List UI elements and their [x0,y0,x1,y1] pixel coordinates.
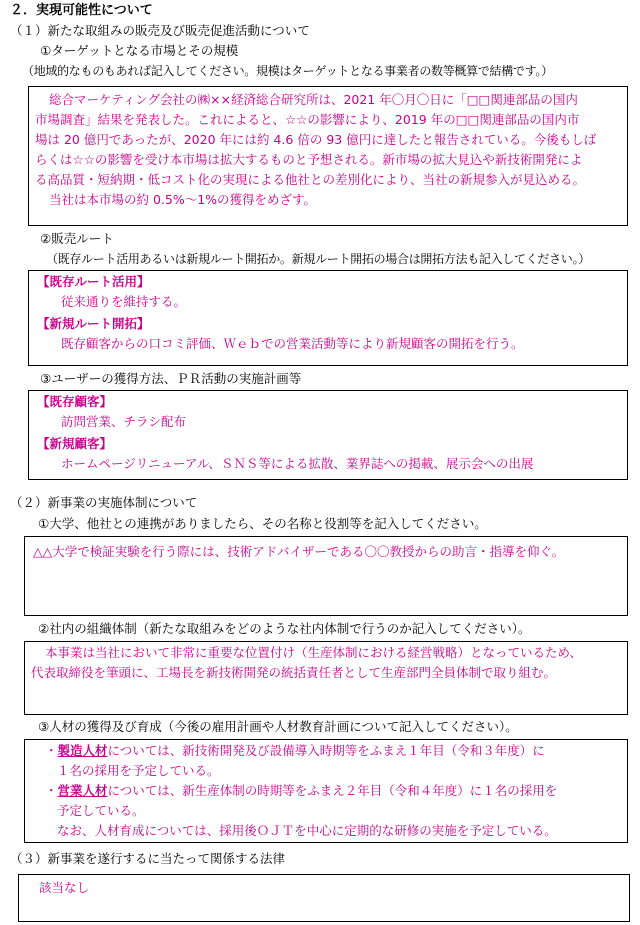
org-structure-textbox[interactable] [24,641,628,715]
item-2-2-title: ②社内の組織体制（新たな取組みをどのような社内体制で行うのか記入してください）。 [38,621,531,636]
hr-bullet-1-cont: １名の採用を予定している。 [57,763,220,778]
hr-bullet-2-cont: 予定している。 [57,803,145,818]
item-1-1-title: ①ターゲットとなる市場とその規模 [40,43,239,58]
existing-route-heading: 【既存ルート活用】 [37,274,150,289]
market-line: らくは☆☆の影響を受け本市場は拡大するものと予想される。新市場の拡大見込や新技術開発によ [35,152,583,167]
new-route-text: 既存顧客からの口コミ評価、Ｗｅｂでの営業活動等により新規顧客の開拓を行う。 [61,336,524,351]
hr-plan-textbox[interactable] [24,739,628,843]
subsection-2-title: （２）新事業の実施体制について [10,495,198,510]
new-customer-heading: 【新規顧客】 [37,436,113,451]
existing-customer-heading: 【既存顧客】 [37,394,113,409]
hr-training-note: なお、人材育成については、採用後ＯＪＴを中心に定期的な研修の実施を予定している。 [57,823,557,838]
item-1-3-title: ③ユーザーの獲得方法、ＰＲ活動の実施計画等 [40,371,302,386]
item-2-3-title: ③人材の獲得及び育成（今後の雇用計画や人材教育計画について記入してください）。 [38,719,518,734]
existing-customer-text: 訪問営業、チラシ配布 [61,414,187,429]
subsection-1-title: （１）新たな取組みの販売及び販売促進活動について [10,23,310,38]
market-line: 当社は本市場の約 0.5%～1%の獲得をめざす。 [49,192,317,207]
item-1-2-note: （既存ルート活用あるいは新規ルート開拓か。新規ルート開拓の場合は開拓方法も記入してください。） [46,252,590,266]
partnership-textbox[interactable] [24,536,628,616]
section-title: ２．実現可能性について [10,3,153,18]
item-2-1-title: ①大学、他社との連携がありましたら、その名称と役割等を記入してください。 [38,516,487,531]
sales-staff-term: 営業人材 [57,783,108,798]
bullet-text: については、新技術開発及び設備導入時期等をふまえ１年目（令和３年度）に [107,743,545,758]
new-customer-text: ホームページリニューアル、ＳＮＳ等による拡散、業界誌への掲載、展示会への出展 [61,456,534,471]
org-line: 本事業は当社において非常に重要な位置付け（生産体制における経営戦略）となっているため、 [45,645,583,660]
related-laws-text: 該当なし [39,880,90,895]
market-line: 総合マーケティング会社の㈱××経済総合研究所は、2021 年〇月〇日に「□□関連部品の国内 [49,92,578,107]
pr-plan-textbox[interactable] [28,390,628,480]
item-1-2-title: ②販売ルート [40,231,114,246]
org-line: 代表取締役を筆頭に、工場長を新技術開発の統括責任者として生産部門全員体制で取り組む。 [31,665,557,680]
hr-bullet-2 [45,782,557,800]
market-line: る高品質・短納期・低コスト化の実現による他社との差別化により、当社の新規参入が見込める。 [35,172,586,187]
sales-route-textbox[interactable] [28,270,628,366]
new-route-heading: 【新規ルート開拓】 [37,316,150,331]
existing-route-text: 従来通りを維持する。 [61,294,187,309]
manufacturing-staff-term: 製造人材 [57,743,108,758]
bullet-marker: ・ [45,783,58,798]
subsection-3-title: （３）新事業を遂行するに当たって関係する法律 [10,851,286,866]
partnership-text: △△大学で検証実験を行う際には、技術アドバイザーである〇〇教授からの助言・指導を仰ぐ。 [33,544,565,559]
bullet-text: については、新生産体制の時期等をふまえ２年目（令和４年度）に１名の採用を [107,783,558,798]
hr-bullet-1 [45,742,545,760]
market-textbox[interactable] [28,86,628,226]
market-line: 市場調査」結果を発表した。これによると、☆☆の影響により、2019 年の□□関連部品の国内市 [35,112,580,127]
related-laws-textbox[interactable] [18,874,630,922]
market-line: 場は 20 億円であったが、2020 年には約 4.6 倍の 93 億円に達したと報告されている。今後もしば [35,132,597,147]
bullet-marker: ・ [45,743,58,758]
item-1-1-note: （地域的なものもあれば記入してください。規模はターゲットとなる事業者の数等概算で結構です。） [22,64,553,78]
